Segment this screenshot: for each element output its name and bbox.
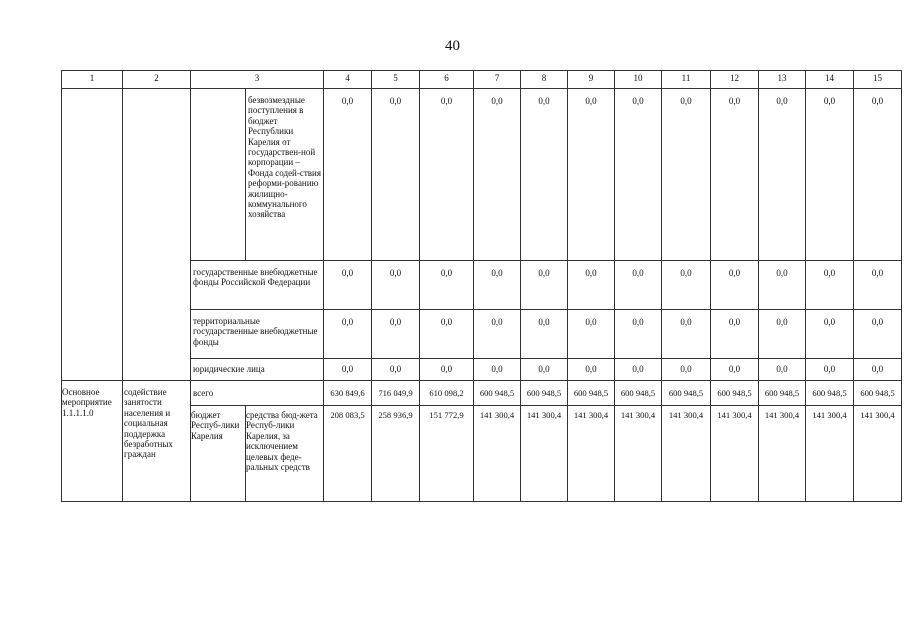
value-cell: 0,0 xyxy=(372,359,420,381)
table-row xyxy=(62,89,902,261)
header-row xyxy=(62,71,902,89)
value-cell: 151 772,9 xyxy=(420,406,474,502)
value-cell: 0,0 xyxy=(568,359,615,381)
value-cell: 141 300,4 xyxy=(521,406,568,502)
value-cell: 0,0 xyxy=(420,310,474,359)
funding-type: средства бюд-жета Респуб-лики Карелия, за исключением целевых феде-ральных средств xyxy=(246,406,324,502)
value-cell: 630 849,6 xyxy=(324,381,372,406)
value-cell: 0,0 xyxy=(759,359,806,381)
value-cell: 141 300,4 xyxy=(615,406,662,502)
value-cell: 0,0 xyxy=(662,261,711,310)
table-row xyxy=(62,381,902,406)
value-cell: 0,0 xyxy=(521,89,568,261)
value-cell: 610 098,2 xyxy=(420,381,474,406)
budget-table xyxy=(61,70,902,502)
value-cell: 0,0 xyxy=(615,310,662,359)
value-cell: 208 083,5 xyxy=(324,406,372,502)
value-cell: 0,0 xyxy=(711,359,759,381)
value-cell: 716 049,9 xyxy=(372,381,420,406)
value-cell: 0,0 xyxy=(372,89,420,261)
value-cell: 600 948,5 xyxy=(711,381,759,406)
value-cell: 0,0 xyxy=(420,359,474,381)
empty-cell xyxy=(123,89,191,381)
value-cell: 0,0 xyxy=(568,89,615,261)
value-cell: 0,0 xyxy=(372,310,420,359)
page-number: 40 xyxy=(445,38,460,54)
header-cell: 8 xyxy=(521,71,568,89)
value-cell: 0,0 xyxy=(420,261,474,310)
value-cell: 0,0 xyxy=(521,310,568,359)
value-cell: 0,0 xyxy=(474,310,521,359)
value-cell: 0,0 xyxy=(806,89,854,261)
header-cell: 1 xyxy=(62,71,123,89)
value-cell: 0,0 xyxy=(615,359,662,381)
value-cell: 0,0 xyxy=(324,261,372,310)
empty-cell xyxy=(62,89,123,381)
value-cell: 600 948,5 xyxy=(615,381,662,406)
value-cell: 0,0 xyxy=(854,261,902,310)
value-cell: 600 948,5 xyxy=(806,381,854,406)
header-cell: 10 xyxy=(615,71,662,89)
value-cell: 0,0 xyxy=(662,310,711,359)
row-label: государственные внебюджетные фонды Российской Федерации xyxy=(191,261,324,310)
value-cell: 0,0 xyxy=(759,261,806,310)
value-cell: 141 300,4 xyxy=(474,406,521,502)
value-cell: 0,0 xyxy=(854,89,902,261)
value-cell: 141 300,4 xyxy=(759,406,806,502)
value-cell: 0,0 xyxy=(420,89,474,261)
value-cell: 141 300,4 xyxy=(854,406,902,502)
header-cell: 15 xyxy=(854,71,902,89)
header-cell: 11 xyxy=(662,71,711,89)
value-cell: 0,0 xyxy=(615,261,662,310)
value-cell: 0,0 xyxy=(711,261,759,310)
empty-cell xyxy=(191,89,246,261)
header-cell: 12 xyxy=(711,71,759,89)
header-cell: 4 xyxy=(324,71,372,89)
value-cell: 141 300,4 xyxy=(806,406,854,502)
measure-name: содействие занятости населения и социальная поддержка безработных граждан xyxy=(123,381,191,502)
value-cell: 0,0 xyxy=(324,89,372,261)
header-cell: 3 xyxy=(191,71,324,89)
header-cell: 5 xyxy=(372,71,420,89)
header-cell: 6 xyxy=(420,71,474,89)
value-cell: 0,0 xyxy=(372,261,420,310)
value-cell: 0,0 xyxy=(854,359,902,381)
header-cell: 9 xyxy=(568,71,615,89)
measure-code: Основное мероприятие 1.1.1.1.0 xyxy=(62,381,123,502)
value-cell: 0,0 xyxy=(474,359,521,381)
value-cell: 141 300,4 xyxy=(662,406,711,502)
value-cell: 0,0 xyxy=(324,310,372,359)
value-cell: 0,0 xyxy=(711,89,759,261)
header-cell: 7 xyxy=(474,71,521,89)
value-cell: 0,0 xyxy=(568,310,615,359)
value-cell: 0,0 xyxy=(854,310,902,359)
value-cell: 600 948,5 xyxy=(568,381,615,406)
header-cell: 14 xyxy=(806,71,854,89)
value-cell: 600 948,5 xyxy=(521,381,568,406)
value-cell: 0,0 xyxy=(521,359,568,381)
row-label: всего xyxy=(191,381,324,406)
value-cell: 600 948,5 xyxy=(662,381,711,406)
value-cell: 0,0 xyxy=(615,89,662,261)
value-cell: 0,0 xyxy=(806,359,854,381)
value-cell: 0,0 xyxy=(806,261,854,310)
value-cell: 0,0 xyxy=(568,261,615,310)
value-cell: 600 948,5 xyxy=(854,381,902,406)
budget-source: бюджет Респуб-лики Карелия xyxy=(191,406,246,502)
value-cell: 0,0 xyxy=(474,89,521,261)
row-label: безвозмездные поступления в бюджет Республики Карелия от государствен-ной корпорации – Фонда содей-ствия реформи-рованию жилищно-коммунального хозяйства xyxy=(246,89,324,261)
value-cell: 0,0 xyxy=(759,89,806,261)
header-cell: 13 xyxy=(759,71,806,89)
value-cell: 600 948,5 xyxy=(759,381,806,406)
value-cell: 0,0 xyxy=(711,310,759,359)
row-label: юридические лица xyxy=(191,359,324,381)
value-cell: 0,0 xyxy=(474,261,521,310)
value-cell: 258 936,9 xyxy=(372,406,420,502)
row-label: территориальные государственные внебюджетные фонды xyxy=(191,310,324,359)
value-cell: 600 948,5 xyxy=(474,381,521,406)
value-cell: 0,0 xyxy=(521,261,568,310)
value-cell: 141 300,4 xyxy=(711,406,759,502)
value-cell: 141 300,4 xyxy=(568,406,615,502)
header-cell: 2 xyxy=(123,71,191,89)
value-cell: 0,0 xyxy=(662,359,711,381)
value-cell: 0,0 xyxy=(324,359,372,381)
value-cell: 0,0 xyxy=(662,89,711,261)
value-cell: 0,0 xyxy=(806,310,854,359)
value-cell: 0,0 xyxy=(759,310,806,359)
